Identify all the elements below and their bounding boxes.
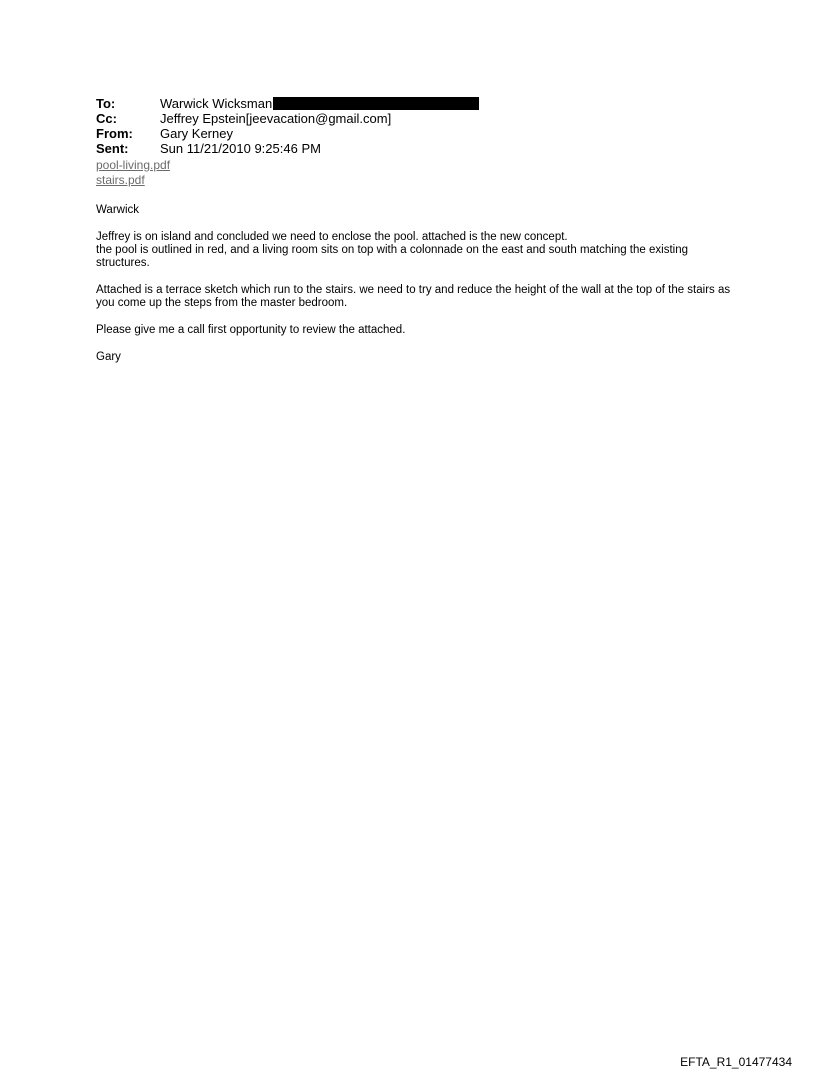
- cc-row: [96, 111, 479, 126]
- sent-row: [96, 141, 479, 156]
- email-body: [96, 204, 736, 378]
- from-row: [96, 126, 479, 141]
- to-label: To:: [96, 96, 116, 111]
- email-header: [96, 96, 479, 156]
- body-paragraph: Please give me a call first opportunity to review the attached.: [96, 324, 406, 336]
- attachment-link-stairs[interactable]: stairs.pdf: [96, 173, 145, 187]
- sent-value: Sun 11/21/2010 9:25:46 PM: [160, 141, 321, 156]
- body-paragraph: Jeffrey is on island and concluded we need to enclose the pool. attached is the new concept. the pool is outlined in red, and a living room sits on top with a colonnade on the east and south matching the existing structures.: [96, 231, 688, 269]
- cc-label: Cc:: [96, 111, 117, 126]
- attachment-link-pool-living[interactable]: pool-living.pdf: [96, 158, 171, 172]
- signature: Gary: [96, 351, 121, 363]
- from-value: Gary Kerney: [160, 126, 233, 141]
- greeting: Warwick: [96, 204, 140, 216]
- document-id: EFTA_R1_01477434: [680, 1055, 792, 1069]
- cc-value: Jeffrey Epstein[jeevacation@gmail.com]: [160, 111, 392, 126]
- from-label: From:: [96, 126, 133, 141]
- redaction-block: [273, 97, 479, 110]
- attachment-list: [96, 158, 170, 188]
- sent-label: Sent:: [96, 141, 129, 156]
- to-value: Warwick Wicksman: [160, 96, 273, 111]
- body-paragraph: Attached is a terrace sketch which run to the stairs. we need to try and reduce the height of the wall at the top of the stairs as you come up the steps from the master bedroom.: [96, 284, 731, 309]
- to-row: [96, 96, 479, 111]
